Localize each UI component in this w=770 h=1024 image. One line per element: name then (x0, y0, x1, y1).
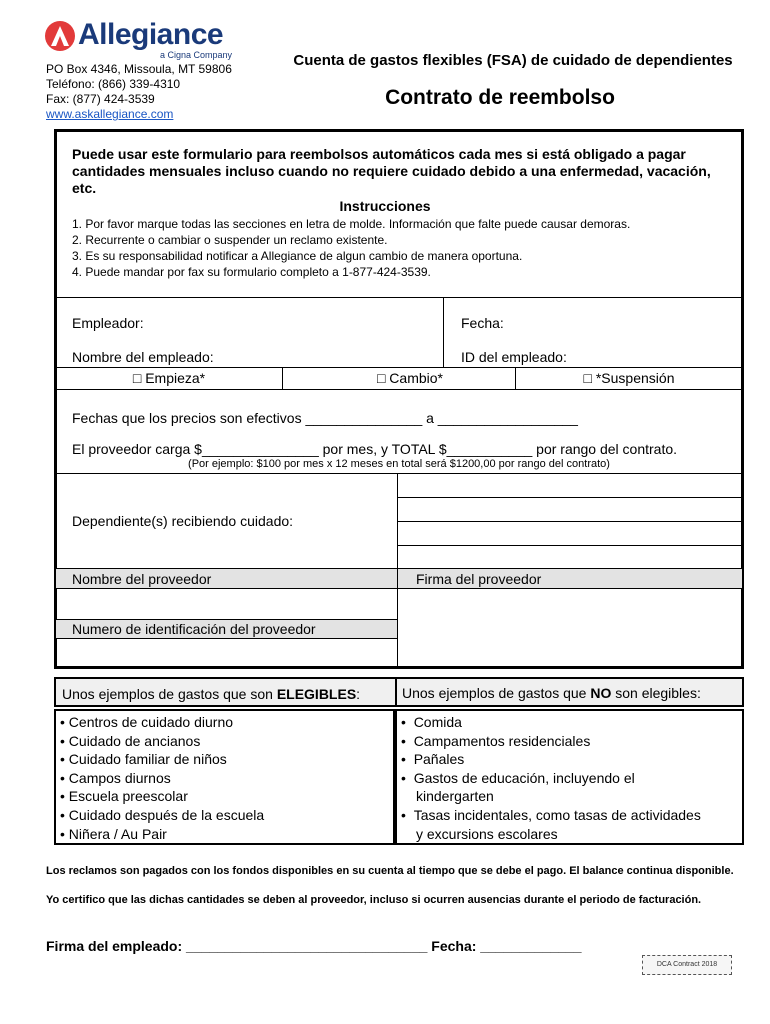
employee-id-label: ID del empleado: (461, 349, 567, 365)
website-link[interactable]: www.askallegiance.com (46, 107, 174, 121)
employer-label: Empleador: (72, 315, 144, 331)
allegiance-logo-icon (44, 20, 76, 52)
list-item: kindergarten (416, 788, 494, 805)
fax: Fax: (877) 424-3539 (46, 92, 155, 106)
list-item: • Cuidado de ancianos (60, 732, 201, 749)
instruction-item: 2. Recurrente o cambiar o suspender un reclamo existente. (72, 233, 388, 247)
dependents-label: Dependiente(s) recibiendo cuidado: (72, 513, 294, 529)
change-checkbox[interactable]: □ Cambio* (376, 370, 443, 386)
instruction-item: 4. Puede mandar por fax su formulario completo a 1-877-424-3539. (72, 265, 431, 279)
form-title: Cuenta de gastos flexibles (FSA) de cuidado de dependientes (293, 52, 733, 69)
instruction-item: 3. Es su responsabilidad notificar a Allegiance de algun cambio de manera oportuna. (72, 249, 523, 263)
brand-subtitle: a Cigna Company (160, 50, 233, 60)
contract-stamp: DCA Contract 2018 (642, 955, 732, 975)
phone: Teléfono: (866) 339-4310 (46, 77, 181, 91)
employee-name-label: Nombre del empleado: (72, 349, 214, 365)
instruction-item: 1. Por favor marque todas las secciones en letra de molde. Información que falte puede causar demoras. (72, 217, 631, 231)
date-label: Fecha: (461, 315, 504, 331)
list-item: y excursions escolares (416, 825, 558, 842)
list-item: • Campos diurnos (60, 769, 171, 786)
provider-signature-label: Firma del proveedor (416, 571, 542, 587)
instructions-title: Instrucciones (339, 198, 431, 214)
list-item: • Cuidado después de la escuela (60, 806, 265, 823)
employee-signature-line: Firma del empleado: _______________________________ Fecha: _____________ (46, 938, 582, 954)
list-item: • Campamentos residenciales (401, 732, 591, 749)
ineligible-header: Unos ejemplos de gastos que NO son elegibles: (402, 685, 701, 701)
address: PO Box 4346, Missoula, MT 59806 (46, 62, 232, 76)
list-item: • Escuela preescolar (60, 788, 188, 805)
list-item: • Cuidado familiar de niños (60, 751, 227, 768)
ineligible-list (401, 713, 701, 843)
provider-id-label: Numero de identificación del proveedor (72, 621, 316, 637)
effective-dates-line: Fechas que los precios son efectivos _______________ a __________________ (72, 410, 578, 426)
intro-text: Puede usar este formulario para reembolsos automáticos cada mes si está obligado a pagar cantidades mensuales incluso cuando no requiere cuidado debido a una enfermedad, vacación, etc. (72, 146, 711, 196)
list-item: • Niñera / Au Pair (60, 825, 167, 842)
list-item: • Gastos de educación, incluyendo el (401, 769, 635, 786)
suspend-checkbox[interactable]: □ *Suspensión (583, 370, 675, 386)
form-subtitle: Contrato de reembolso (385, 86, 615, 109)
list-item: • Pañales (401, 751, 465, 768)
list-item: • Comida (401, 714, 462, 730)
claims-note: Los reclamos son pagados con los fondos disponibles en su cuenta al tiempo que se debe el pago. El balance continua disponible. (46, 865, 734, 877)
list-item: • Centros de cuidado diurno (60, 714, 234, 730)
brand-name: Allegiance (78, 18, 224, 51)
example-note: (Por ejemplo: $100 por mes x 12 meses en total será $1200,00 por rango del contrato) (188, 458, 610, 470)
certification-note: Yo certifico que las dichas cantidades se deben al proveedor, incluso si ocurren ausencias durante el periodo de facturación. (46, 894, 702, 906)
eligible-header: Unos ejemplos de gastos que son ELEGIBLES: (62, 686, 361, 702)
list-item: • Tasas incidentales, como tasas de actividades (401, 806, 701, 823)
eligible-list (60, 713, 264, 843)
provider-name-label: Nombre del proveedor (72, 571, 212, 587)
start-checkbox[interactable]: □ Empieza* (132, 370, 206, 386)
provider-charge-line: El proveedor carga $_______________ por mes, y TOTAL $___________ por rango del contrato. (72, 441, 678, 457)
